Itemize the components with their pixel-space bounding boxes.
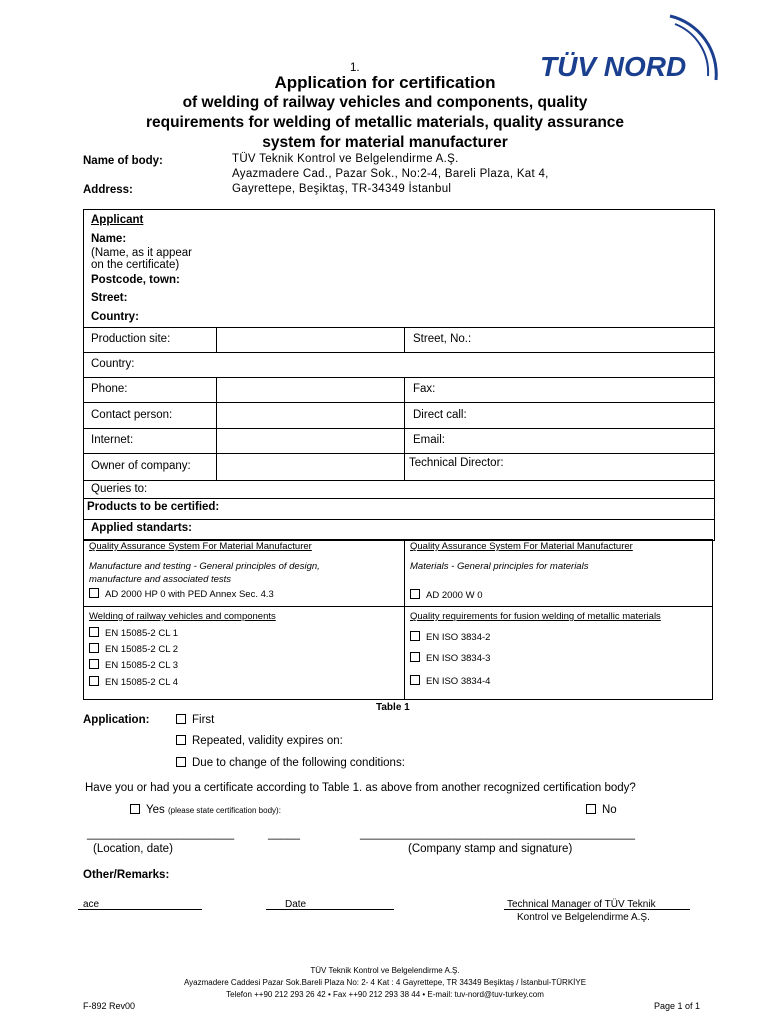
std-right-sub: Materials - General principles for materials xyxy=(410,561,589,572)
divider xyxy=(83,377,715,378)
fusion-item[interactable] xyxy=(410,652,490,664)
rail-item[interactable] xyxy=(89,676,178,688)
contact-person-label: Contact person: xyxy=(91,409,173,421)
yes-option[interactable] xyxy=(130,804,281,816)
site-country-label: Country: xyxy=(91,358,135,370)
name-hint2: on the certificate) xyxy=(91,259,180,271)
std-right-item-label: AD 2000 W 0 xyxy=(426,590,483,601)
stamp-line: ___________________________________________ xyxy=(360,828,636,840)
divider xyxy=(404,327,405,353)
divider xyxy=(404,377,405,480)
internet-label: Internet: xyxy=(91,434,134,446)
name-hint1: (Name, as it appear xyxy=(91,247,192,259)
technical-manager-line2: Kontrol ve Belgelendirme A.Ş. xyxy=(517,912,650,923)
no-label: No xyxy=(602,804,617,816)
title-line4: system for material manufacturer xyxy=(262,134,508,151)
ace-label: ace xyxy=(83,899,100,910)
phone-label: Phone: xyxy=(91,383,128,395)
svg-text:TÜV NORD: TÜV NORD xyxy=(540,51,687,82)
name-of-body-value: TÜV Teknik Kontrol ve Belgelendirme A.Ş. xyxy=(232,153,459,165)
application-first[interactable] xyxy=(176,714,214,726)
application-change[interactable] xyxy=(176,757,405,769)
short-line: _____ xyxy=(268,828,300,840)
fusion-item[interactable] xyxy=(410,631,490,643)
checkbox[interactable] xyxy=(130,804,140,814)
std-left-head: Quality Assurance System For Material Manufacturer xyxy=(89,541,312,552)
std-right-head: Quality Assurance System For Material Manufacturer xyxy=(410,541,633,552)
footer-address: Ayazmadere Caddesi Pazar Sok.Bareli Plaza No: 2- 4 Kat : 4 Gayrettepe, TR 34349 Beşiktaş / İstanbul-TÜRKİYE xyxy=(183,978,587,987)
divider xyxy=(216,327,217,353)
first-label: First xyxy=(192,714,215,726)
rail-item[interactable] xyxy=(89,659,178,671)
applied-standards-label: Applied standarts: xyxy=(91,522,192,534)
checkbox[interactable] xyxy=(410,631,420,641)
divider xyxy=(83,402,715,403)
page-number: 1. xyxy=(350,62,360,74)
std-left-item[interactable] xyxy=(89,588,274,600)
yes-note: (please state certification body): xyxy=(167,806,281,815)
country-label: Country: xyxy=(91,311,139,323)
other-remarks-label: Other/Remarks: xyxy=(83,869,170,881)
rail-item[interactable] xyxy=(89,627,178,639)
location-line: _______________________ xyxy=(87,828,235,840)
checkbox[interactable] xyxy=(176,735,186,745)
fusion-item-label: EN ISO 3834-2 xyxy=(426,632,491,643)
fax-label: Fax: xyxy=(413,383,436,395)
fusion-item-label: EN ISO 3834-4 xyxy=(426,676,491,687)
technical-manager-line1: Technical Manager of TÜV Teknik xyxy=(507,899,656,910)
checkbox[interactable] xyxy=(410,589,420,599)
checkbox[interactable] xyxy=(89,588,99,598)
place-line xyxy=(78,909,202,910)
technical-director-label: Technical Director: xyxy=(409,457,504,469)
divider xyxy=(83,498,715,499)
address-line2: Gayrettepe, Beşiktaş, TR-34349 İstanbul xyxy=(232,183,452,195)
checkbox[interactable] xyxy=(176,714,186,724)
name-label: Name: xyxy=(91,233,127,245)
footer-company: TÜV Teknik Kontrol ve Belgelendirme A.Ş. xyxy=(310,966,460,975)
checkbox[interactable] xyxy=(89,659,99,669)
divider xyxy=(83,327,715,328)
rail-item-label: EN 15085-2 CL 4 xyxy=(105,677,179,688)
form-number: F-892 Rev00 xyxy=(83,1001,136,1011)
repeated-label: Repeated, validity expires on: xyxy=(192,735,343,747)
checkbox[interactable] xyxy=(89,643,99,653)
rail-item-label: EN 15085-2 CL 3 xyxy=(105,660,179,671)
divider xyxy=(83,606,713,607)
checkbox[interactable] xyxy=(89,627,99,637)
std-left-sub1: Manufacture and testing - General principles of design, xyxy=(89,561,320,572)
signature-line xyxy=(504,909,690,910)
email-label: Email: xyxy=(413,434,445,446)
products-label: Products to be certified: xyxy=(87,501,220,513)
rail-item-label: EN 15085-2 CL 2 xyxy=(105,644,179,655)
application-repeated[interactable] xyxy=(176,735,343,747)
divider xyxy=(83,453,715,454)
table-caption: Table 1 xyxy=(376,702,410,713)
divider xyxy=(404,539,405,700)
std-left-item-label: AD 2000 HP 0 with PED Annex Sec. 4.3 xyxy=(105,589,274,600)
date-line xyxy=(266,909,394,910)
no-option[interactable] xyxy=(586,804,617,816)
rail-item[interactable] xyxy=(89,643,178,655)
rail-item-label: EN 15085-2 CL 1 xyxy=(105,628,179,639)
divider xyxy=(83,352,715,353)
std-right-item[interactable] xyxy=(410,589,483,601)
street-label: Street: xyxy=(91,292,128,304)
checkbox[interactable] xyxy=(586,804,596,814)
fusion-item[interactable] xyxy=(410,675,490,687)
date-label: Date xyxy=(285,899,307,910)
footer-contact: Telefon ++90 212 293 26 42 • Fax ++90 212 293 38 44 • E-mail: tuv-nord@tuv-turkey.com xyxy=(226,990,544,999)
title-line3: requirements for welding of metallic materials, quality assurance xyxy=(145,114,625,131)
queries-to-label: Queries to: xyxy=(91,483,148,495)
street-no-label: Street, No.: xyxy=(413,333,472,345)
production-site-label: Production site: xyxy=(91,333,171,345)
fusion-item-label: EN ISO 3834-3 xyxy=(426,653,491,664)
title-line2: of welding of railway vehicles and components, quality xyxy=(182,94,588,111)
std-left-sub2: manufacture and associated tests xyxy=(89,574,232,585)
postcode-label: Postcode, town: xyxy=(91,274,180,286)
application-label: Application: xyxy=(83,714,150,726)
address-line1: Ayazmadere Cad., Pazar Sok., No:2-4, Bareli Plaza, Kat 4, xyxy=(232,168,549,180)
checkbox[interactable] xyxy=(410,652,420,662)
title-line1: Application for certification xyxy=(274,73,496,92)
checkbox[interactable] xyxy=(410,675,420,685)
certificate-question: Have you or had you a certificate according to Table 1. as above from another recognized certification body? xyxy=(85,782,636,794)
location-date-label: (Location, date) xyxy=(93,843,173,855)
direct-call-label: Direct call: xyxy=(413,409,467,421)
rail-head: Welding of railway vehicles and components xyxy=(89,611,276,622)
divider xyxy=(83,519,715,520)
fusion-head: Quality requirements for fusion welding of metallic materials xyxy=(410,611,661,622)
owner-label: Owner of company: xyxy=(91,460,191,472)
applicant-heading: Applicant xyxy=(91,214,144,226)
yes-label: Yes xyxy=(146,804,165,816)
page-indicator: Page 1 of 1 xyxy=(654,1001,701,1011)
checkbox[interactable] xyxy=(176,757,186,767)
divider xyxy=(83,480,715,481)
divider xyxy=(216,377,217,480)
name-of-body-label: Name of body: xyxy=(83,155,163,167)
change-label: Due to change of the following conditions: xyxy=(192,757,405,769)
company-stamp-label: (Company stamp and signature) xyxy=(408,843,573,855)
address-label: Address: xyxy=(83,184,133,196)
checkbox[interactable] xyxy=(89,676,99,686)
divider xyxy=(83,428,715,429)
